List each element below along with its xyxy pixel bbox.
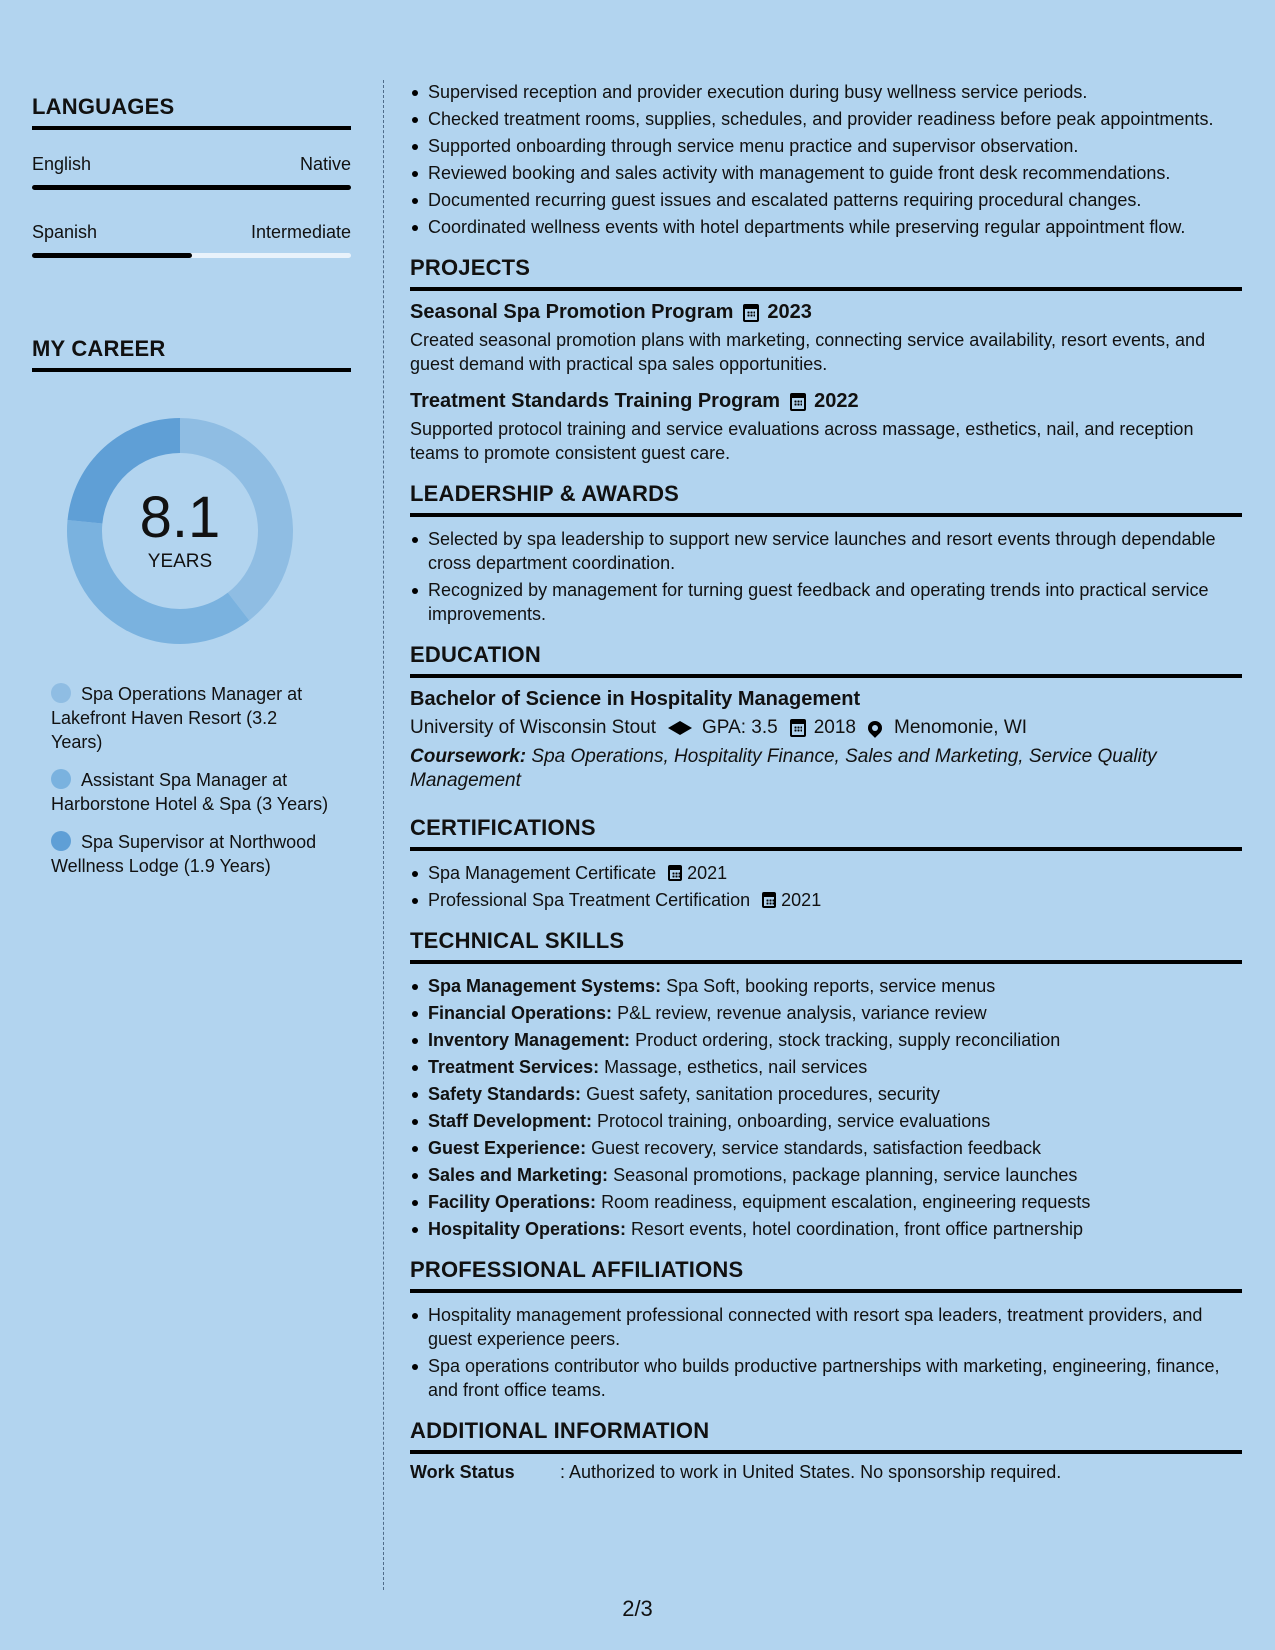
leadership-bullet: Recognized by management for turning guest feedback and operating trends into practical service improvements. [410,578,1242,626]
skill-label: Sales and Marketing: [428,1165,609,1185]
skill-value: Massage, esthetics, nail services [604,1057,868,1077]
calendar-icon [762,892,776,908]
leadership-section [410,481,1242,626]
skills-section [410,928,1242,1241]
language-proficiency-bar [32,185,351,190]
skill-value: Guest safety, sanitation procedures, security [586,1084,940,1104]
skill-label: Treatment Services: [428,1057,600,1077]
skill-value: Product ordering, stock tracking, supply reconciliation [635,1030,1061,1050]
leadership-bullet: Selected by spa leadership to support new service launches and resort events through dependable cross department coordination. [410,527,1242,575]
skill-item [410,1055,1242,1079]
location-pin-icon [865,718,885,738]
skill-value: Spa Soft, booking reports, service menus [666,976,996,996]
career-legend-item [51,768,351,816]
affiliations-title: PROFESSIONAL AFFILIATIONS [410,1257,1242,1293]
certification-name: Professional Spa Treatment Certification [428,890,751,910]
skill-value: P&L review, revenue analysis, variance review [617,1003,987,1023]
skill-value: Protocol training, onboarding, service evaluations [597,1111,991,1131]
skill-item [410,1217,1242,1241]
coursework [410,745,1242,793]
affiliation-bullet: Spa operations contributor who builds productive partnerships with marketing, engineering, finance, and front office teams. [410,1354,1242,1402]
language-level: Intermediate [250,222,351,242]
coursework-label: Coursework: [410,746,527,767]
affiliations-section [410,1257,1242,1402]
experience-bullet: Coordinated wellness events with hotel departments while preserving regular appointment flow. [410,215,1242,239]
skills-title: TECHNICAL SKILLS [410,928,1242,964]
work-status-row [410,1462,1242,1483]
degree-name: Bachelor of Science in Hospitality Management [410,688,861,710]
legend-dot [51,683,71,703]
skill-item [410,1109,1242,1133]
skill-item [410,1028,1242,1052]
certification-item [410,888,1242,912]
calendar-icon [668,865,682,881]
project-heading [410,390,1242,413]
career-legend-item [51,830,351,878]
career-title: MY CAREER [32,336,351,372]
career-donut-chart [65,416,295,646]
experience-bullet: Documented recurring guest issues and escalated patterns requiring procedural changes. [410,188,1242,212]
education-meta [410,717,1242,739]
education-section [410,642,1242,793]
certification-name: Spa Management Certificate [428,863,657,883]
project-heading [410,301,1242,324]
career-legend [32,682,351,878]
experience-bullets [410,80,1242,239]
experience-bullet: Supported onboarding through service menu practice and supervisor observation. [410,134,1242,158]
skill-label: Facility Operations: [428,1192,597,1212]
language-level: Native [299,154,351,174]
career-role-label: Assistant Spa Manager at Harborstone Hotel & Spa (3 Years) [51,770,329,814]
languages-title: LANGUAGES [32,94,351,130]
skill-label: Guest Experience: [428,1138,587,1158]
career-legend-item [51,682,351,754]
coursework-list: Spa Operations, Hospitality Finance, Sales and Marketing, Service Quality Management [410,746,1157,791]
graduation-cap-icon [668,721,692,735]
legend-dot [51,769,71,789]
skill-item [410,1082,1242,1106]
language-item [32,154,351,190]
education-title: EDUCATION [410,642,1242,678]
leadership-title: LEADERSHIP & AWARDS [410,481,1242,517]
page-number: 2/3 [622,1596,653,1621]
skill-label: Spa Management Systems: [428,976,662,996]
language-proficiency-fill [32,185,351,190]
additional-info-section [410,1418,1242,1483]
career-role-label: Spa Supervisor at Northwood Wellness Lodge (1.9 Years) [51,832,317,876]
project-description: Created seasonal promotion plans with marketing, connecting service availability, resort events, and guest demand with practical spa sales opportunities. [410,330,1206,374]
calendar-icon [790,393,806,411]
certification-year: 2021 [687,863,728,883]
certification-year: 2021 [781,890,822,910]
experience-bullet: Checked treatment rooms, supplies, schedules, and provider readiness before peak appointments. [410,107,1242,131]
project-year: 2023 [767,301,812,323]
skill-value: Room readiness, equipment escalation, engineering requests [601,1192,1091,1212]
project-name: Seasonal Spa Promotion Program [410,301,734,323]
skill-item [410,974,1242,998]
skill-item [410,1136,1242,1160]
legend-dot [51,831,71,851]
affiliation-bullet: Hospitality management professional connected with resort spa leaders, treatment providers, and guest experience peers. [410,1303,1242,1351]
skill-value: Guest recovery, service standards, satisfaction feedback [591,1138,1041,1158]
projects-title: PROJECTS [410,255,1242,291]
graduation-year: 2018 [813,717,856,738]
skill-label: Hospitality Operations: [428,1219,627,1239]
language-proficiency-bar [32,253,351,258]
sidebar [32,94,351,892]
project-year: 2022 [814,390,859,412]
certifications-title: CERTIFICATIONS [410,815,1242,851]
experience-bullet: Reviewed booking and sales activity with management to guide front desk recommendations. [410,161,1242,185]
language-item [32,222,351,258]
career-role-label: Spa Operations Manager at Lakefront Haven Resort (3.2 Years) [51,684,303,752]
skill-label: Staff Development: [428,1111,593,1131]
language-name: Spanish [32,222,98,242]
certification-item [410,861,1242,885]
school-name: University of Wisconsin Stout [410,717,657,738]
skill-item [410,1001,1242,1025]
project-name: Treatment Standards Training Program [410,390,781,412]
career-total-years: 8.1 [139,485,221,550]
career-years-unit: YEARS [147,551,213,572]
work-status-value: : Authorized to work in United States. No sponsorship required. [560,1462,1062,1482]
projects-section [410,255,1242,465]
language-name: English [32,154,92,174]
additional-info-title: ADDITIONAL INFORMATION [410,1418,1242,1454]
skill-label: Financial Operations: [428,1003,613,1023]
column-divider [383,80,384,1590]
skill-item [410,1163,1242,1187]
gpa: GPA: 3.5 [702,717,778,738]
skill-value: Resort events, hotel coordination, front office partnership [631,1219,1083,1239]
language-proficiency-fill [32,253,192,258]
work-status-label: Work Status [410,1462,515,1482]
main-content [410,80,1242,1483]
skill-value: Seasonal promotions, package planning, service launches [613,1165,1078,1185]
skill-item [410,1190,1242,1214]
calendar-icon [743,304,759,322]
project-description: Supported protocol training and service evaluations across massage, esthetics, nail, and reception teams to promote consistent guest care. [410,419,1194,463]
skill-label: Inventory Management: [428,1030,631,1050]
skill-label: Safety Standards: [428,1084,582,1104]
calendar-icon [790,719,806,737]
certifications-section [410,815,1242,912]
school-location: Menomonie, WI [894,717,1028,738]
experience-bullet: Supervised reception and provider execution during busy wellness service periods. [410,80,1242,104]
